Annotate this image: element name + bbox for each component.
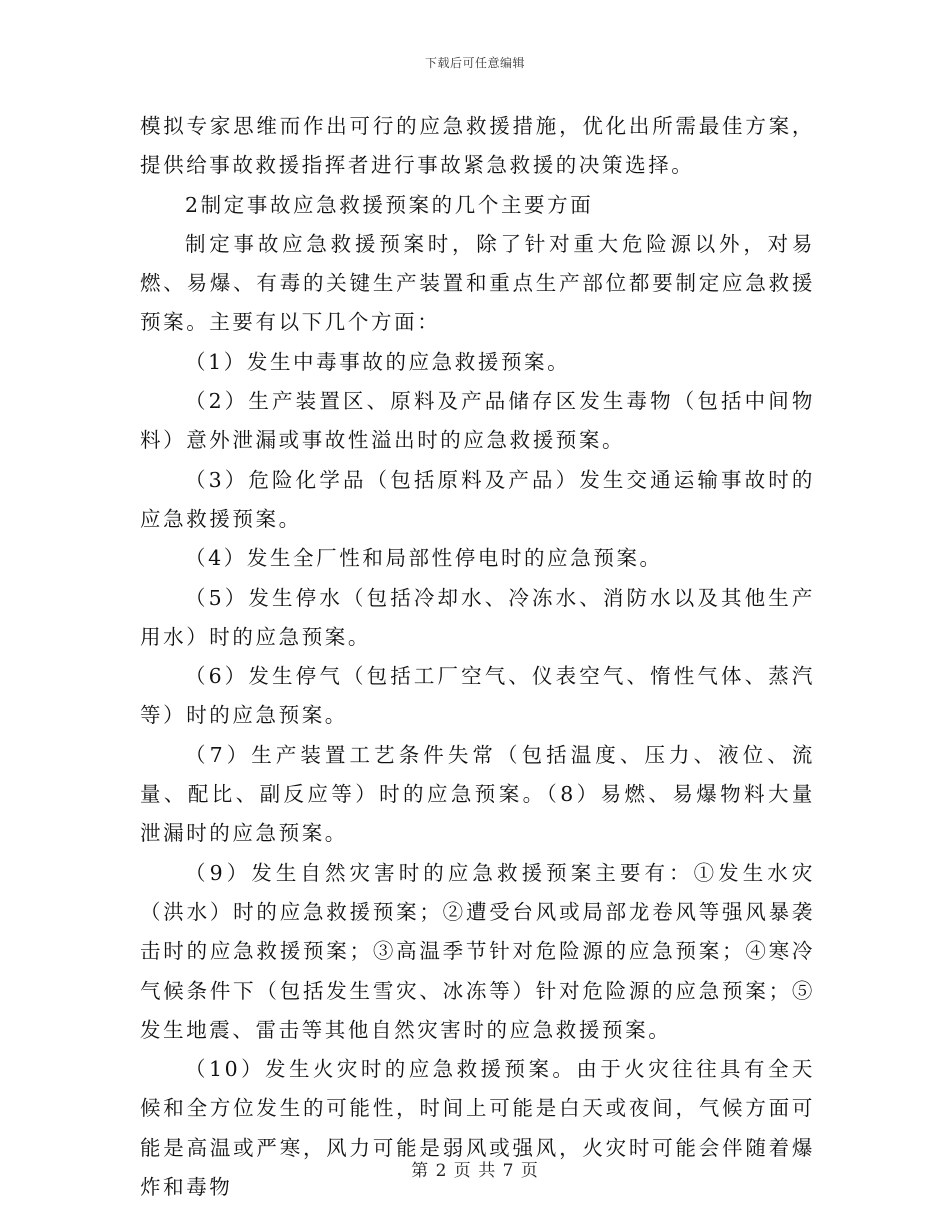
list-item: （6）发生停气（包括工厂空气、仪表空气、惰性气体、蒸汽等）时的应急预案。: [140, 664, 815, 728]
list-item: （9）发生自然灾害时的应急救援预案主要有：①发生水灾（洪水）时的应急救援预案；②遭受台风或局部龙卷风等强风暴袭击时的应急救援预案；③高温季节针对危险源的应急预案；④寒冷气候条件下（包括发生雪灾、冰冻等）针对危险源的应急预案；⑤发生地震、雷击等其他自然灾害时的应急救援预案。: [140, 860, 815, 1042]
paragraph: 制定事故应急救援预案时，除了针对重大危险源以外，对易燃、易爆、有毒的关键生产装置和重点生产部位都要制定应急救援预案。主要有以下几个方面：: [140, 231, 815, 335]
footer-prefix: 第: [411, 1161, 430, 1181]
total-pages-number: 7: [502, 1161, 515, 1181]
list-item: （1）发生中毒事故的应急救援预案。: [185, 349, 571, 374]
footer-total-label: 共: [478, 1161, 497, 1181]
footer-suffix: 页: [520, 1161, 539, 1181]
list-item: （2）生产装置区、原料及产品储存区发生毒物（包括中间物料）意外泄漏或事故性溢出时的应急救援预案。: [140, 389, 815, 453]
page-footer: [0, 1156, 950, 1181]
list-item: （7）生产装置工艺条件失常（包括温度、压力、液位、流量、配比、副反应等）时的应急预案。（8）易燃、易爆物料大量泄漏时的应急预案。: [140, 742, 815, 846]
paragraph: 模拟专家思维而作出可行的应急救援措施，优化出所需最佳方案，提供给事故救援指挥者进行事故紧急救援的决策选择。: [140, 114, 815, 178]
footer-page-label: 页: [453, 1161, 472, 1181]
section-heading: 2制定事故应急救援预案的几个主要方面: [185, 192, 594, 217]
list-item: （4）发生全厂性和局部性停电时的应急预案。: [185, 546, 663, 571]
page-header: 下载后可任意编辑: [424, 56, 525, 70]
current-page-number: 2: [435, 1161, 448, 1181]
list-item: （10）发生火灾时的应急救援预案。由于火灾往往具有全天候和全方位发生的可能性，时间上可能是白天或夜间，气候方面可能是高温或严寒，风力可能是弱风或强风，火灾时可能会伴随着爆炸和毒物: [140, 1057, 815, 1200]
document-body: [140, 107, 815, 1207]
list-item: （5）发生停水（包括冷却水、冷冻水、消防水以及其他生产用水）时的应急预案。: [140, 585, 815, 649]
list-item: （3）危险化学品（包括原料及产品）发生交通运输事故时的应急救援预案。: [140, 467, 815, 531]
